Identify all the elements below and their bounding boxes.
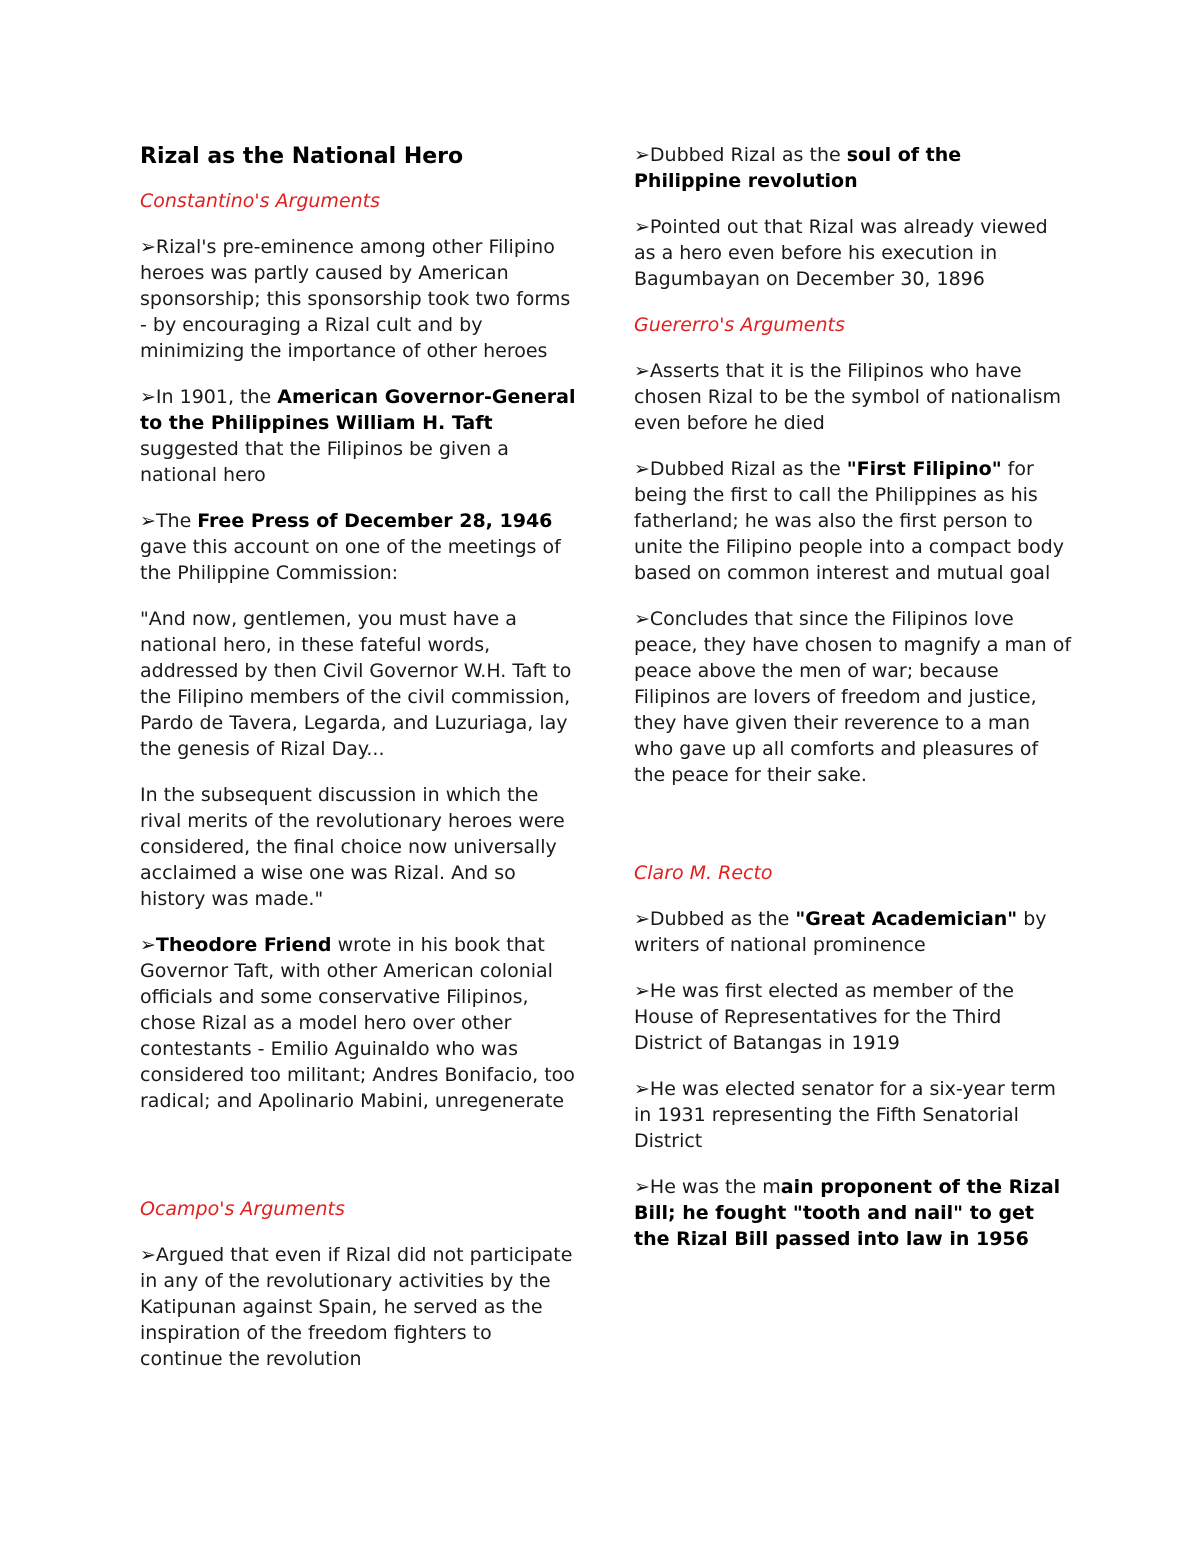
text-run: ➢Dubbed Rizal as the (634, 458, 847, 480)
text-run: ➢ (140, 934, 156, 956)
guererro-point-1: ➢Asserts that it is the Filipinos who have chosen Rizal to be the symbol of nationalism even before he died (634, 360, 1062, 434)
text-run: ➢Dubbed Rizal as the (634, 144, 847, 166)
left-column (140, 142, 580, 1392)
bold-text: American Governor-General to the Philippines William H. Taft (140, 386, 576, 434)
bold-text: "Great Academician" (795, 908, 1018, 930)
constantino-heading: Constantino's Arguments (140, 190, 381, 212)
text-run: ➢He was the m (634, 1176, 781, 1198)
recto-point-4 (634, 1174, 1074, 1252)
text-run: for being the first to call the Philippines as his fatherland; he was also the first person to unite the Filipino people into a compact body based on common interest and mutual goal (634, 458, 1064, 584)
constantino-point-2 (140, 384, 580, 488)
recto-point-3: ➢He was elected senator for a six-year term in 1931 representing the Fifth Senatorial District (634, 1078, 1056, 1152)
guererro-point-2 (634, 456, 1074, 586)
text-run: gave this account on one of the meetings of the Philippine Commission: (140, 536, 561, 584)
ocampo-point-2 (634, 142, 1074, 194)
guererro-heading: Guererro's Arguments (634, 314, 845, 336)
guererro-point-3: ➢Concludes that since the Filipinos love peace, they have chosen to magnify a man of peace above the men of war; because Filipinos are lovers of freedom and justice, they have given their reverence to a man who gave up all comforts and pleasures of the peace for their sake. (634, 608, 1072, 786)
text-run: ➢In 1901, the (140, 386, 278, 408)
spacer (634, 808, 1074, 860)
right-column (634, 142, 1074, 1272)
free-press-quote-2: In the subsequent discussion in which the rival merits of the revolutionary heroes were considered, the final choice now universally acclaimed a wise one was Rizal. And so history was made." (140, 784, 565, 910)
bold-text: "First Filipino" (846, 458, 1002, 480)
bold-text: Free Press of December 28, 1946 (197, 510, 553, 532)
document-title: Rizal as the National Hero (140, 144, 464, 169)
free-press-quote-1: "And now, gentlemen, you must have a national hero, in these fateful words, addressed by then Civil Governor W.H. Taft to the Filipino members of the civil commission, Pardo de Tavera, Legarda, and Luzuriaga, lay the genesis of Rizal Day... (140, 608, 572, 760)
ocampo-point-1: ➢Argued that even if Rizal did not participate in any of the revolutionary activities by the Katipunan against Spain, he served as the inspiration of the freedom fighters to continue the revolution (140, 1244, 573, 1370)
recto-point-1 (634, 906, 1074, 958)
text-run: by writers of national prominence (634, 908, 1047, 956)
ocampo-point-3: ➢Pointed out that Rizal was already viewed as a hero even before his execution in Bagumbayan on December 30, 1896 (634, 216, 1048, 290)
ocampo-heading: Ocampo's Arguments (140, 1198, 345, 1220)
recto-point-2: ➢He was first elected as member of the House of Representatives for the Third District of Batangas in 1919 (634, 980, 1014, 1054)
bold-text: Theodore Friend (155, 934, 332, 956)
constantino-point-1: ➢Rizal's pre-eminence among other Filipino heroes was partly caused by American sponsorship; this sponsorship took two forms - by encouraging a Rizal cult and by minimizing the importance of other heroes (140, 236, 571, 362)
bold-text: soul of the Philippine revolution (634, 144, 962, 192)
constantino-point-3 (140, 508, 580, 586)
recto-heading: Claro M. Recto (634, 862, 773, 884)
text-run: wrote in his book that Governor Taft, with other American colonial officials and some conservative Filipinos, chose Rizal as a model hero over other contestants - Emilio Aguinaldo who was considered too militant; Andres Bonifacio, too radical; and Apolinario Mabini, unregenerate (140, 934, 575, 1112)
spacer (140, 1134, 580, 1196)
text-run: ➢The (140, 510, 198, 532)
text-run: suggested that the Filipinos be given a national hero (140, 438, 509, 486)
bold-text: ain proponent of the Rizal Bill; he fought "tooth and nail" to get the Rizal Bill passed into law in 1956 (634, 1176, 1061, 1250)
text-run: ➢Dubbed as the (634, 908, 796, 930)
constantino-point-4 (140, 932, 580, 1114)
